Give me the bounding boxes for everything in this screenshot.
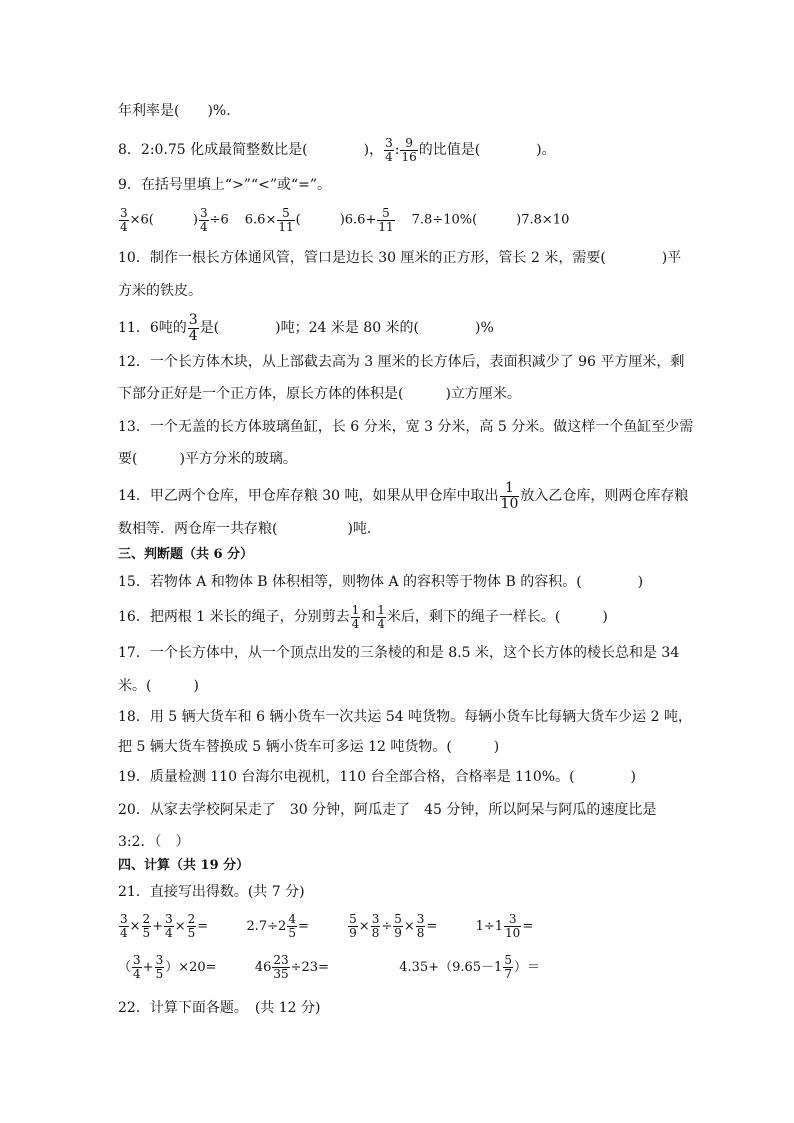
fraction-3-4: $\frac{3}{4}$ [165, 912, 173, 940]
fraction-1-4: $\frac{1}{4}$ [377, 603, 385, 631]
question-19: 19．质量检测 110 台海尔电视机，110 台全部合格，合格率是 110%。( ) [118, 769, 637, 785]
fraction-5-9: $\frac{5}{9}$ [394, 912, 402, 940]
fraction-3-4: $\frac{3}{4}$ [199, 206, 208, 234]
fraction-3-8: $\frac{3}{8}$ [416, 912, 425, 940]
section-4-heading: 四、计算（共 19 分） [118, 858, 250, 873]
question-9: 9．在括号里填上“>”“<”或“=”。 [118, 177, 332, 193]
calc-row-2 [118, 954, 540, 980]
question-16 [118, 604, 608, 630]
question-18-line1: 18．用 5 辆大货车和 6 辆小货车一次共运 54 吨货物。每辆小货车比每辆大货车少运 2 吨， [118, 709, 692, 725]
question-15: 15．若物体 A 和物体 B 体积相等，则物体 A 的容积等于物体 B 的容积。( ) [118, 574, 644, 590]
fraction-3-10: $\frac{3}{10}$ [505, 912, 521, 940]
q9-item-a-end: ÷6 [209, 212, 229, 228]
fraction-9-16: $\frac{9}{16}$ [401, 136, 417, 164]
question-13-line1: 13．一个无盖的长方体玻璃鱼缸，长 6 分米，宽 3 分米，高 5 分米。做这样一个鱼缸至少需 [118, 419, 694, 435]
q9-item-b-mid: ( )6.6+ [295, 212, 377, 228]
question-20-line1: 20．从家去学校阿呆走了 30 分钟，阿瓜走了 45 分钟，所以阿呆与阿瓜的速度比是 [118, 802, 657, 818]
fraction-5-7: $\frac{5}{7}$ [504, 953, 512, 981]
q14-text-b: 放入乙仓库，则两仓库存粮 [520, 488, 689, 505]
fraction-3-4: $\frac{3}{4}$ [385, 136, 393, 164]
calc-row-1 [118, 913, 533, 939]
q16-text-c: 米后，剩下的绳子一样长。( ) [386, 609, 608, 626]
section-3-heading: 三、判断题（共 6 分） [118, 547, 254, 562]
question-17-line1: 17．一个长方体中，从一个顶点出发的三条棱的和是 8.5 米，这个长方体的棱长总和是 34 [118, 645, 680, 661]
question-18-line2: 把 5 辆大货车替换成 5 辆小货车可多运 12 吨货物。( ) [118, 739, 500, 755]
question-20-line2: 3:2．（ ） [118, 834, 190, 850]
q11-text-a: 11．6吨的 [118, 320, 187, 337]
q7-tail: 年利率是( )%． [118, 103, 241, 119]
calc-expr-3: $\frac{5}{9}$ × $\frac{3}{8}$ ÷ $\frac{5}{9}$ × $\frac{3}{8}$ = [349, 912, 438, 940]
question-10-line2: 方米的铁皮。 [118, 283, 202, 299]
q16-text-b: 和 [361, 609, 376, 626]
fraction-23-35: $\frac{23}{35}$ [273, 953, 289, 981]
fraction-3-4: $\frac{3}{4}$ [188, 312, 198, 344]
calc-expr-5: （ $\frac{3}{4}$ + $\frac{3}{5}$ ）×20= [118, 953, 217, 981]
fraction-5-11: $\frac{5}{11}$ [278, 206, 294, 234]
calc-expr-2: 2.7÷2 $\frac{4}{5}$ = [246, 912, 309, 940]
question-9-items [118, 207, 569, 233]
fraction-3-4: $\frac{3}{4}$ [133, 953, 141, 981]
question-13-line2: 要( )平方分米的玻璃。 [118, 451, 297, 467]
calc-expr-4: 1÷1 $\frac{3}{10}$ = [475, 912, 534, 940]
fraction-1-4: $\frac{1}{4}$ [351, 603, 360, 631]
question-12-line2: 下部分正好是一个正方体，原长方体的体积是( )立方厘米。 [118, 386, 521, 402]
fraction-5-9: $\frac{5}{9}$ [349, 912, 357, 940]
calc-expr-6: 46 $\frac{23}{35}$ ÷23= [254, 953, 329, 981]
q11-text-b: 是( )吨；24 米是 80 米的( )% [199, 320, 494, 337]
calc-expr-7: 4.35+（9.65－1 $\frac{5}{7}$ ）＝ [399, 953, 540, 981]
question-14-line1 [118, 481, 688, 511]
q9-item-a-mid: ×6( ) [129, 212, 198, 228]
question-10-line1: 10．制作一根长方体通风管，管口是边长 30 厘米的正方形，管长 2 米，需要( )平 [118, 250, 682, 266]
question-14-line2: 数相等．两仓库一共存粮( )吨． [118, 521, 381, 537]
fraction-3-4: $\frac{3}{4}$ [120, 912, 128, 940]
q14-text-a: 14．甲乙两个仓库，甲仓库存粮 30 吨，如果从甲仓库中取出 [118, 488, 499, 505]
q8-text-a: 8．2:0.75 化成最简整数比是( )， [118, 142, 384, 159]
q8-text-b: 的比值是( )。 [418, 142, 556, 159]
q16-text-a: 16．把两根 1 米长的绳子，分别剪去 [118, 609, 350, 626]
calc-expr-1: $\frac{3}{4}$ × $\frac{2}{5}$ + $\frac{3}{4}$ × $\frac{2}{5}$ = [120, 912, 209, 940]
fraction-2-5: $\frac{2}{5}$ [187, 912, 196, 940]
question-22: 22．计算下面各题。 (共 12 分) [118, 1000, 321, 1016]
question-8: 8．2:0.75 化成最简整数比是( )， $\frac{3}{4}$ : $\frac{9}{16}$ 的比值是( )。 [118, 136, 556, 164]
fraction-3-8: $\frac{3}{8}$ [371, 912, 380, 940]
q9-item-b-start: 6.6× [244, 212, 277, 228]
fraction-3-5: $\frac{3}{5}$ [155, 953, 164, 981]
fraction-1-10: $\frac{1}{10}$ [500, 480, 519, 512]
question-21: 21．直接写出得数。(共 7 分) [118, 884, 305, 900]
q9-item-c: 7.8÷10%( )7.8×10 [411, 212, 570, 228]
fraction-5-11: $\frac{5}{11}$ [378, 206, 394, 234]
fraction-2-5: $\frac{2}{5}$ [142, 912, 151, 940]
fraction-4-5: $\frac{4}{5}$ [288, 912, 296, 940]
question-17-line2: 米。( ) [118, 678, 199, 694]
question-12-line1: 12．一个长方体木块，从上部截去高为 3 厘米的长方体后，表面积减少了 96 平方厘米，剩 [118, 354, 685, 370]
fraction-3-4: $\frac{3}{4}$ [120, 206, 128, 234]
question-11 [118, 313, 494, 343]
